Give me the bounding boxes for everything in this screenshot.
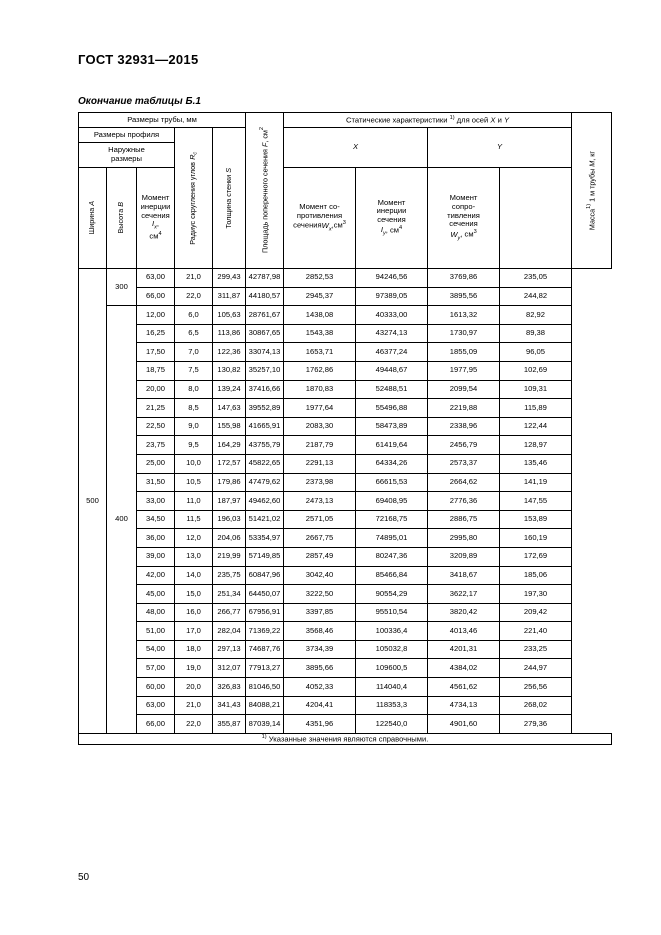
cell-thickness: 21,25 [137, 399, 175, 418]
cell-ix: 35257,10 [246, 361, 284, 380]
cell-mass: 209,42 [500, 603, 572, 622]
cell-wx: 4052,33 [284, 678, 356, 697]
cell-mass: 115,89 [500, 399, 572, 418]
cell-iy: 61419,64 [356, 436, 428, 455]
cell-wx: 1870,83 [284, 380, 356, 399]
cell-iy: 114040,4 [356, 678, 428, 697]
cell-wy: 1730,97 [428, 324, 500, 343]
header-wx: Момент со- противления $сеченияW_x,см^3$ [284, 168, 356, 269]
cell-ix: 44180,57 [246, 287, 284, 306]
cell-area: 251,34 [213, 585, 246, 604]
cell-wx: 3397,85 [284, 603, 356, 622]
cell-wy: 3820,42 [428, 603, 500, 622]
cell-ix: 30867,65 [246, 324, 284, 343]
cell-iy: 80247,36 [356, 547, 428, 566]
cell-area: 282,04 [213, 622, 246, 641]
table-row [79, 269, 612, 288]
cell-area: 311,87 [213, 287, 246, 306]
cell-thickness: 18,75 [137, 361, 175, 380]
cell-radius: 7,5 [175, 361, 213, 380]
table-row [79, 454, 612, 473]
cell-wx: 1653,71 [284, 343, 356, 362]
cell-wy: 2995,80 [428, 529, 500, 548]
cell-thickness: 42,00 [137, 566, 175, 585]
cell-iy: 95510,54 [356, 603, 428, 622]
cell-wx: 2291,13 [284, 454, 356, 473]
cell-mass: 141,19 [500, 473, 572, 492]
cell-wx: 1762,86 [284, 361, 356, 380]
cell-iy: 46377,24 [356, 343, 428, 362]
table-row [79, 603, 612, 622]
cell-wy: 1613,32 [428, 306, 500, 325]
cell-area: 187,97 [213, 492, 246, 511]
cell-radius: 12,0 [175, 529, 213, 548]
cell-radius: 21,0 [175, 269, 213, 288]
cell-iy: 69408,95 [356, 492, 428, 511]
cell-ix: 74687,76 [246, 640, 284, 659]
cell-mass: 279,36 [500, 715, 572, 734]
cell-radius: 15,0 [175, 585, 213, 604]
cell-wy: 4201,31 [428, 640, 500, 659]
specification-table [78, 112, 612, 745]
cell-wy: 3418,67 [428, 566, 500, 585]
cell-thickness: 36,00 [137, 529, 175, 548]
cell-ix: 39552,89 [246, 399, 284, 418]
cell-iy: 94246,56 [356, 269, 428, 288]
cell-area: 341,43 [213, 696, 246, 715]
table-row [79, 622, 612, 641]
table-row [79, 659, 612, 678]
cell-wx: 2373,98 [284, 473, 356, 492]
cell-wx: 2187,79 [284, 436, 356, 455]
cell-mass: 96,05 [500, 343, 572, 362]
page-number: 50 [78, 872, 90, 883]
cell-area: 235,75 [213, 566, 246, 585]
cell-radius: 22,0 [175, 287, 213, 306]
table-row [79, 715, 612, 734]
cell-wx: 3042,40 [284, 566, 356, 585]
cell-radius: 7,0 [175, 343, 213, 362]
cell-iy: 85466,84 [356, 566, 428, 585]
cell-radius: 20,0 [175, 678, 213, 697]
cell-wy: 2099,54 [428, 380, 500, 399]
cell-mass: 109,31 [500, 380, 572, 399]
table-row [79, 343, 612, 362]
cell-area: 147,63 [213, 399, 246, 418]
cell-ix: 64450,07 [246, 585, 284, 604]
cell-mass: 244,82 [500, 287, 572, 306]
cell-iy: 100336,4 [356, 622, 428, 641]
table-row [79, 585, 612, 604]
cell-iy: 122540,0 [356, 715, 428, 734]
footnote-text: $^{1)}$ Указанные значения являются справочными. [79, 733, 612, 744]
cell-thickness: 34,50 [137, 510, 175, 529]
table-row [79, 324, 612, 343]
header-iy: Момент инерции сечения $I_y$, $см^4$ [356, 168, 428, 269]
cell-radius: 8,0 [175, 380, 213, 399]
table-row [79, 436, 612, 455]
cell-iy: 118353,3 [356, 696, 428, 715]
cell-wx: 3734,39 [284, 640, 356, 659]
cell-radius: 11,5 [175, 510, 213, 529]
cell-iy: 72168,75 [356, 510, 428, 529]
cell-thickness: 54,00 [137, 640, 175, 659]
cell-wy: 2573,37 [428, 454, 500, 473]
cell-mass: 160,19 [500, 529, 572, 548]
cell-mass: 102,69 [500, 361, 572, 380]
cell-wx: 2571,05 [284, 510, 356, 529]
cell-mass: 128,97 [500, 436, 572, 455]
cell-ix: 43755,79 [246, 436, 284, 455]
cell-wy: 4561,62 [428, 678, 500, 697]
cell-wy: 1977,95 [428, 361, 500, 380]
cell-thickness: 57,00 [137, 659, 175, 678]
cell-wx: 1543,38 [284, 324, 356, 343]
cell-radius: 22,0 [175, 715, 213, 734]
cell-ix: 53354,97 [246, 529, 284, 548]
cell-ix: 81046,50 [246, 678, 284, 697]
cell-mass: 233,25 [500, 640, 572, 659]
header-pipe-dimensions: Размеры трубы, мм [79, 113, 246, 128]
cell-radius: 14,0 [175, 566, 213, 585]
cell-area: 312,07 [213, 659, 246, 678]
table-row [79, 640, 612, 659]
cell-thickness: 60,00 [137, 678, 175, 697]
cell-mass: 135,46 [500, 454, 572, 473]
cell-wx: 2667,75 [284, 529, 356, 548]
cell-mass: 172,69 [500, 547, 572, 566]
cell-wx: 3568,46 [284, 622, 356, 641]
cell-wy: 3209,89 [428, 547, 500, 566]
cell-wx: 2083,30 [284, 417, 356, 436]
cell-ix: 87039,14 [246, 715, 284, 734]
cell-radius: 11,0 [175, 492, 213, 511]
cell-ix: 67956,91 [246, 603, 284, 622]
header-mass: Масса$^{1)}$ 1 м трубы M, кг [572, 113, 612, 269]
cell-iy: 66615,53 [356, 473, 428, 492]
cell-mass: 197,30 [500, 585, 572, 604]
cell-mass: 122,44 [500, 417, 572, 436]
header-wall-thickness: Толщина стенки S [213, 128, 246, 269]
table-body [79, 269, 612, 734]
header-row-2 [79, 128, 612, 143]
cell-area: 196,03 [213, 510, 246, 529]
cell-wx: 2945,37 [284, 287, 356, 306]
cell-height-b: 400 [107, 306, 137, 734]
cell-iy: 109600,5 [356, 659, 428, 678]
cell-area: 164,29 [213, 436, 246, 455]
cell-mass: 268,02 [500, 696, 572, 715]
header-profile-dimensions: Размеры профиля [79, 128, 175, 143]
cell-ix: 60847,96 [246, 566, 284, 585]
table-row [79, 399, 612, 418]
header-static-characteristics: Статические характеристики $^{1)}$ для осей X и Y [284, 113, 572, 128]
table-row [79, 287, 612, 306]
cell-wy: 2219,88 [428, 399, 500, 418]
table-container [78, 112, 597, 745]
footnote-row [79, 733, 612, 744]
cell-thickness: 16,25 [137, 324, 175, 343]
cell-mass: 256,56 [500, 678, 572, 697]
cell-ix: 57149,85 [246, 547, 284, 566]
cell-wx: 4204,41 [284, 696, 356, 715]
cell-ix: 77913,27 [246, 659, 284, 678]
cell-mass: 153,89 [500, 510, 572, 529]
header-row-4 [79, 168, 612, 190]
header-axis-y [428, 128, 572, 168]
cell-area: 130,82 [213, 361, 246, 380]
cell-height-b: 300 [107, 269, 137, 306]
cell-mass: 89,38 [500, 324, 572, 343]
table-row [79, 492, 612, 511]
cell-wy: 4013,46 [428, 622, 500, 641]
cell-ix: 42787,98 [246, 269, 284, 288]
header-ix: Момент инерции сечения $I_x$, $см^4$ [137, 168, 175, 269]
cell-ix: 37416,66 [246, 380, 284, 399]
cell-area: 113,86 [213, 324, 246, 343]
cell-wy: 2776,36 [428, 492, 500, 511]
cell-thickness: 66,00 [137, 287, 175, 306]
cell-wy: 3769,86 [428, 269, 500, 288]
cell-radius: 19,0 [175, 659, 213, 678]
cell-area: 179,86 [213, 473, 246, 492]
cell-ix: 71369,22 [246, 622, 284, 641]
table-row [79, 696, 612, 715]
cell-area: 122,36 [213, 343, 246, 362]
cell-mass: 244,97 [500, 659, 572, 678]
table-row [79, 566, 612, 585]
cell-thickness: 22,50 [137, 417, 175, 436]
cell-radius: 16,0 [175, 603, 213, 622]
table-row [79, 529, 612, 548]
table-caption: Окончание таблицы Б.1 [78, 96, 201, 107]
cell-ix: 33074,13 [246, 343, 284, 362]
cell-iy: 52488,51 [356, 380, 428, 399]
cell-thickness: 31,50 [137, 473, 175, 492]
cell-wx: 2852,53 [284, 269, 356, 288]
cell-thickness: 66,00 [137, 715, 175, 734]
cell-mass: 82,92 [500, 306, 572, 325]
cell-thickness: 25,00 [137, 454, 175, 473]
cell-thickness: 45,00 [137, 585, 175, 604]
header-height-b: Высота B [107, 168, 137, 269]
cell-thickness: 63,00 [137, 696, 175, 715]
standard-title: ГОСТ 32931—2015 [78, 52, 199, 67]
table-row [79, 678, 612, 697]
cell-width-a: 500 [79, 269, 107, 734]
cell-iy: 64334,26 [356, 454, 428, 473]
table-row [79, 547, 612, 566]
cell-area: 355,87 [213, 715, 246, 734]
cell-area: 105,63 [213, 306, 246, 325]
cell-wx: 3222,50 [284, 585, 356, 604]
cell-wx: 2473,13 [284, 492, 356, 511]
cell-iy: 55496,88 [356, 399, 428, 418]
cell-iy: 49448,67 [356, 361, 428, 380]
cell-wy: 3622,17 [428, 585, 500, 604]
cell-iy: 90554,29 [356, 585, 428, 604]
cell-wx: 1977,64 [284, 399, 356, 418]
cell-mass: 235,05 [500, 269, 572, 288]
cell-ix: 28761,67 [246, 306, 284, 325]
cell-iy: 58473,89 [356, 417, 428, 436]
cell-radius: 21,0 [175, 696, 213, 715]
cell-radius: 17,0 [175, 622, 213, 641]
cell-thickness: 33,00 [137, 492, 175, 511]
cell-thickness: 39,00 [137, 547, 175, 566]
cell-wx: 4351,96 [284, 715, 356, 734]
cell-radius: 10,5 [175, 473, 213, 492]
cell-ix: 49462,60 [246, 492, 284, 511]
cell-area: 266,77 [213, 603, 246, 622]
cell-thickness: 48,00 [137, 603, 175, 622]
table-row [79, 473, 612, 492]
cell-thickness: 20,00 [137, 380, 175, 399]
cell-mass: 221,40 [500, 622, 572, 641]
cell-iy: 43274,13 [356, 324, 428, 343]
cell-wx: 3895,66 [284, 659, 356, 678]
cell-area: 297,13 [213, 640, 246, 659]
header-row-1 [79, 113, 612, 128]
table-row [79, 306, 612, 325]
cell-mass: 185,06 [500, 566, 572, 585]
cell-wy: 4384,02 [428, 659, 500, 678]
header-outer-dimensions: Наружные размеры [79, 143, 175, 168]
cell-area: 172,57 [213, 454, 246, 473]
cell-wx: 2857,49 [284, 547, 356, 566]
cell-ix: 47479,62 [246, 473, 284, 492]
cell-area: 155,98 [213, 417, 246, 436]
cell-wx: 1438,08 [284, 306, 356, 325]
cell-radius: 10,0 [175, 454, 213, 473]
header-axis-x [284, 128, 428, 168]
cell-wy: 4734,13 [428, 696, 500, 715]
cell-area: 299,43 [213, 269, 246, 288]
cell-ix: 45822,65 [246, 454, 284, 473]
header-cross-section-area: Площадь поперечного сечения F, $см^2$ [246, 113, 284, 269]
cell-thickness: 23,75 [137, 436, 175, 455]
header-wy: Момент сопро- тивления сечения $W_y$, $см^3$ [428, 168, 500, 269]
axis-x-label: X [352, 142, 359, 152]
cell-iy: 105032,8 [356, 640, 428, 659]
header-radius: Радиус скругления углов $R_c$ [175, 128, 213, 269]
cell-iy: 40333,00 [356, 306, 428, 325]
table-row [79, 510, 612, 529]
cell-radius: 9,5 [175, 436, 213, 455]
table-row [79, 361, 612, 380]
cell-wy: 2664,62 [428, 473, 500, 492]
cell-wy: 4901,60 [428, 715, 500, 734]
axis-y-label: Y [496, 142, 503, 152]
cell-iy: 74895,01 [356, 529, 428, 548]
cell-thickness: 17,50 [137, 343, 175, 362]
cell-mass: 147,55 [500, 492, 572, 511]
cell-ix: 84088,21 [246, 696, 284, 715]
cell-radius: 6,5 [175, 324, 213, 343]
cell-ix: 51421,02 [246, 510, 284, 529]
cell-area: 204,06 [213, 529, 246, 548]
cell-area: 219,99 [213, 547, 246, 566]
cell-area: 326,83 [213, 678, 246, 697]
cell-radius: 13,0 [175, 547, 213, 566]
cell-radius: 18,0 [175, 640, 213, 659]
cell-wy: 1855,09 [428, 343, 500, 362]
cell-thickness: 51,00 [137, 622, 175, 641]
cell-iy: 97389,05 [356, 287, 428, 306]
header-width-a: Ширина A [79, 168, 107, 269]
cell-wy: 3895,56 [428, 287, 500, 306]
cell-radius: 9,0 [175, 417, 213, 436]
cell-wy: 2338,96 [428, 417, 500, 436]
table-row [79, 380, 612, 399]
table-row [79, 417, 612, 436]
cell-wy: 2886,75 [428, 510, 500, 529]
cell-thickness: 12,00 [137, 306, 175, 325]
cell-ix: 41665,91 [246, 417, 284, 436]
cell-radius: 6,0 [175, 306, 213, 325]
cell-thickness: 63,00 [137, 269, 175, 288]
cell-radius: 8,5 [175, 399, 213, 418]
cell-wy: 2456,79 [428, 436, 500, 455]
cell-area: 139,24 [213, 380, 246, 399]
